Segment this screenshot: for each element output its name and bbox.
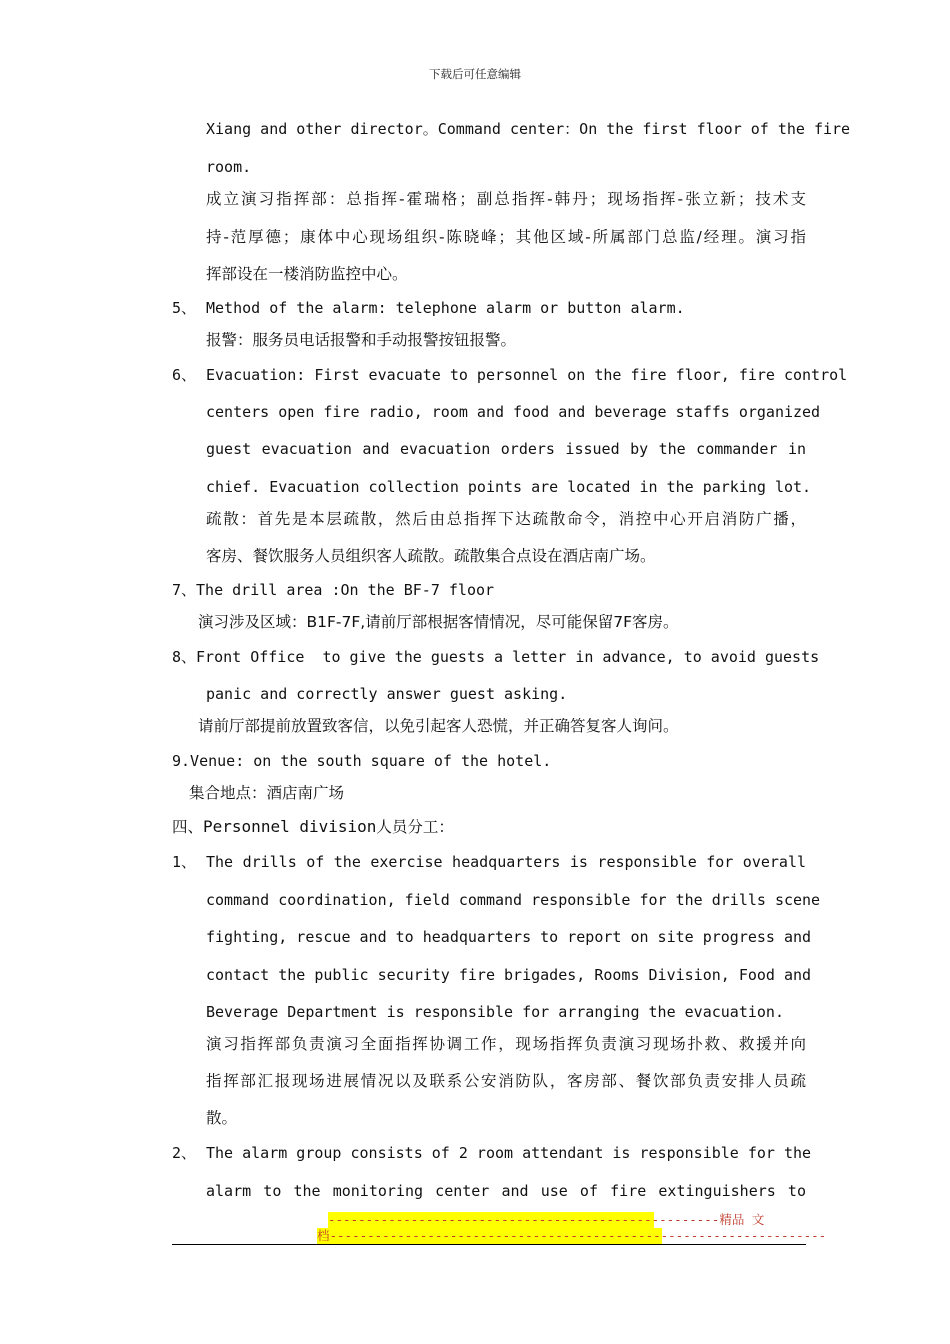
list-number: 1、 <box>172 853 197 871</box>
paragraph-line: 请前厅部提前放置致客信，以免引起客人恐慌，并正确答复客人询问。 <box>198 717 679 735</box>
heading-en: Personnel division <box>203 817 377 836</box>
paragraph-line: Beverage Department is responsible for arranging the evacuation. <box>206 1003 784 1021</box>
paragraph-line: alarm to the monitoring center and use of fire extinguishers to <box>206 1182 806 1200</box>
paragraph-line: 疏散：首先是本层疏散，然后由总指挥下达疏散命令，消控中心开启消防广播， <box>206 510 806 528</box>
paragraph-line: 7、The drill area :On the BF-7 floor <box>172 581 495 599</box>
paragraph-line: 演习指挥部负责演习全面指挥协调工作，现场指挥负责演习现场扑救、救援并向 <box>206 1035 806 1053</box>
paragraph-line: panic and correctly answer guest asking. <box>206 685 568 703</box>
paragraph-line: 演习涉及区域：B1F-7F,请前厅部根据客情情况，尽可能保留7F客房。 <box>198 613 679 631</box>
footer-watermark-line-2: 档------------------------------------------------------------------ <box>317 1228 827 1243</box>
paragraph-line: The alarm group consists of 2 room attendant is responsible for the <box>206 1144 812 1162</box>
paragraph-line: 指挥部汇报现场进展情况以及联系公安消防队，客房部、餐饮部负责安排人员疏 <box>206 1072 806 1090</box>
paragraph-line: centers open fire radio, room and food and beverage staffs organized <box>206 403 821 421</box>
list-number: 6、 <box>172 366 197 384</box>
page-header: 下载后可任意编辑 <box>429 67 521 81</box>
paragraph-line: 9.Venue: on the south square of the hotel. <box>172 752 552 770</box>
paragraph-line: guest evacuation and evacuation orders issued by the commander in <box>206 440 806 458</box>
paragraph-line: The drills of the exercise headquarters is responsible for overall <box>206 853 806 871</box>
paragraph-line: Xiang and other director。Command center：On the first floor of the fire <box>206 120 851 138</box>
footer-watermark-line-1: ----------------------------------------------------精品 文 <box>328 1212 765 1227</box>
paragraph-line: 报警：服务员电话报警和手动报警按钮报警。 <box>206 331 517 349</box>
paragraph-line: 客房、餐饮服务人员组织客人疏散。疏散集合点设在酒店南广场。 <box>206 547 656 565</box>
paragraph-line: 挥部设在一楼消防监控中心。 <box>206 265 408 283</box>
paragraph-line: 8、Front Office to give the guests a letter in advance, to avoid guests <box>172 648 820 666</box>
paragraph-line: 成立演习指挥部：总指挥-霍瑞格；副总指挥-韩丹；现场指挥-张立新；技术支 <box>206 190 806 208</box>
paragraph-line: contact the public security fire brigades, Rooms Division, Food and <box>206 966 812 984</box>
heading-cn: 人员分工： <box>376 818 454 836</box>
paragraph-line: command coordination, field command responsible for the drills scene <box>206 891 821 909</box>
paragraph-line: Method of the alarm: telephone alarm or button alarm. <box>206 299 685 317</box>
paragraph-line: room. <box>206 158 252 176</box>
list-number: 2、 <box>172 1144 197 1162</box>
paragraph-line: 散。 <box>206 1109 238 1127</box>
paragraph-line: Evacuation: First evacuate to personnel on the fire floor, fire control <box>206 366 848 384</box>
heading-prefix: 四、 <box>172 818 204 836</box>
section-heading <box>172 817 454 837</box>
footer-divider <box>172 1244 806 1245</box>
list-number: 5、 <box>172 299 197 317</box>
paragraph-line: fighting, rescue and to headquarters to report on site progress and <box>206 928 812 946</box>
paragraph-line: 集合地点：酒店南广场 <box>189 784 345 802</box>
paragraph-line: 持-范厚德；康体中心现场组织-陈晓峰；其他区域-所属部门总监/经理。演习指 <box>206 228 806 246</box>
paragraph-line: chief. Evacuation collection points are located in the parking lot. <box>206 478 812 496</box>
